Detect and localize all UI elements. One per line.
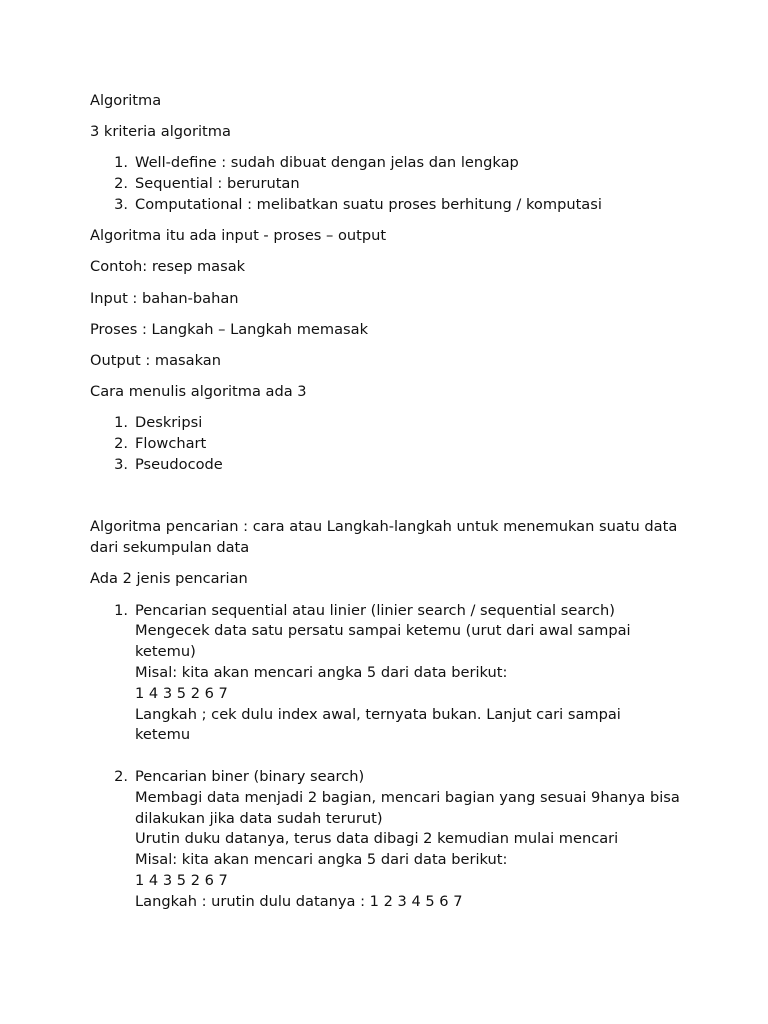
list-item-body — [135, 767, 680, 913]
cara-heading: Cara menulis algoritma ada 3 — [90, 383, 307, 401]
blank-line — [135, 746, 680, 767]
blank-line — [90, 486, 680, 517]
kriteria-list — [90, 153, 680, 215]
list-item-line: Langkah ; cek dulu index awal, ternyata bukan. Lanjut cari sampai ketemu — [135, 705, 621, 744]
list-item-line: Urutin duku datanya, terus data dibagi 2 kemudian mulai mencari — [135, 830, 619, 848]
list-number: 3. — [114, 455, 128, 473]
list-item — [90, 455, 680, 476]
list-item-text: Deskripsi — [135, 414, 203, 432]
list-item-text: Flowchart — [135, 435, 207, 453]
list-item-text: Sequential : berurutan — [135, 175, 300, 193]
pencarian-definition: Algoritma pencarian : cara atau Langkah-langkah untuk menemukan suatu data dari sekumpulan data — [90, 518, 678, 557]
list-item-line: Membagi data menjadi 2 bagian, mencari bagian yang sesuai 9hanya bisa dilakukan jika data sudah terurut) — [135, 788, 680, 827]
list-item-text: Computational : melibatkan suatu proses berhitung / komputasi — [135, 195, 602, 213]
list-item-text: Well-define : sudah dibuat dengan jelas dan lengkap — [135, 154, 519, 172]
list-number: 2. — [114, 768, 128, 785]
list-item-line: Pencarian biner (binary search) — [135, 768, 365, 785]
list-item — [90, 413, 680, 434]
proses-text: Proses : Langkah – Langkah memasak — [90, 320, 369, 338]
contoh-text: Contoh: resep masak — [90, 258, 246, 276]
input-proses-output-text: Algoritma itu ada input - proses – output — [90, 227, 387, 245]
list-item-line: Misal: kita akan mencari angka 5 dari data berikut: — [135, 851, 508, 869]
cara-list — [90, 413, 680, 475]
jenis-heading: Ada 2 jenis pencarian — [90, 570, 248, 588]
list-number: 2. — [114, 175, 128, 193]
list-item — [90, 601, 680, 767]
jenis-list — [90, 601, 680, 913]
list-number: 2. — [114, 435, 128, 453]
list-item — [90, 174, 680, 195]
input-text: Input : bahan-bahan — [90, 289, 239, 307]
list-number: 1. — [114, 601, 128, 619]
list-item — [90, 434, 680, 455]
list-number: 1. — [114, 414, 128, 432]
output-text: Output : masakan — [90, 351, 221, 369]
list-item-line: 1 4 3 5 2 6 7 — [135, 871, 228, 889]
list-item-line: Misal: kita akan mencari angka 5 dari data berikut: — [135, 664, 508, 682]
list-item — [90, 153, 680, 174]
kriteria-heading: 3 kriteria algoritma — [90, 123, 231, 141]
list-item — [90, 767, 680, 913]
list-item-line: Pencarian sequential atau linier (linier search / sequential search) — [135, 601, 615, 619]
list-item-line: 1 4 3 5 2 6 7 — [135, 684, 228, 702]
doc-title: Algoritma — [90, 92, 162, 109]
list-item-line: Mengecek data satu persatu sampai ketemu (urut dari awal sampai ketemu) — [135, 622, 631, 661]
document-body — [90, 91, 680, 923]
list-number: 1. — [114, 154, 128, 172]
list-item-text: Pseudocode — [135, 455, 223, 473]
list-number: 3. — [114, 195, 128, 213]
list-item — [90, 195, 680, 216]
list-item-line: Langkah : urutin dulu datanya : 1 2 3 4 5 6 7 — [135, 892, 463, 910]
list-item-body — [135, 601, 680, 767]
